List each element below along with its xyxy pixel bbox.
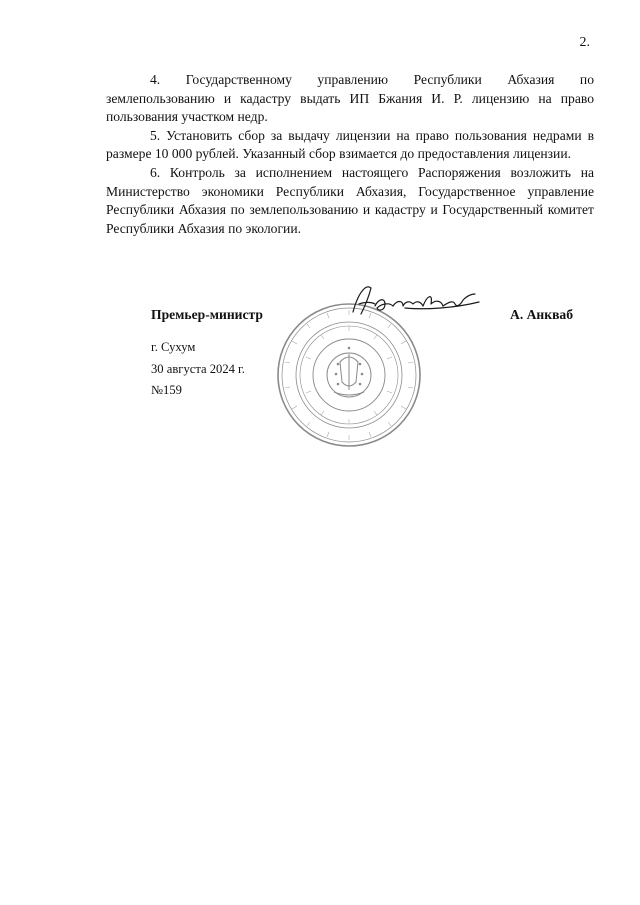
official-seal-icon xyxy=(276,302,422,448)
issue-place: г. Сухум xyxy=(151,340,196,354)
issue-date: 30 августа 2024 г. xyxy=(151,362,245,376)
paragraph-6: 6. Контроль за исполнением настоящего Распоряжения возложить на Министерство экономики Республики Абхазия, Государственное управление Республики Абхазия по землепользованию и кадастру и Государственный комитет Республики Абхазия по экологии. xyxy=(106,164,594,236)
document-number: №159 xyxy=(151,383,182,397)
handwritten-signature-icon xyxy=(345,282,485,322)
signer-name: А. Анкваб xyxy=(510,307,574,322)
document-body xyxy=(106,71,594,238)
paragraph-5: 5. Установить сбор за выдачу лицензии на право пользования недрами в размере 10 000 рублей. Указанный сбор взимается до предоставления лицензии. xyxy=(106,127,594,162)
page-number: 2. xyxy=(579,35,590,50)
paragraph-4: 4. Государственному управлению Республики Абхазия по землепользованию и кадастру выдать ИП Бжания И. Р. лицензию на право пользования участком недр. xyxy=(106,72,594,125)
signer-title: Премьер-министр xyxy=(151,307,263,322)
